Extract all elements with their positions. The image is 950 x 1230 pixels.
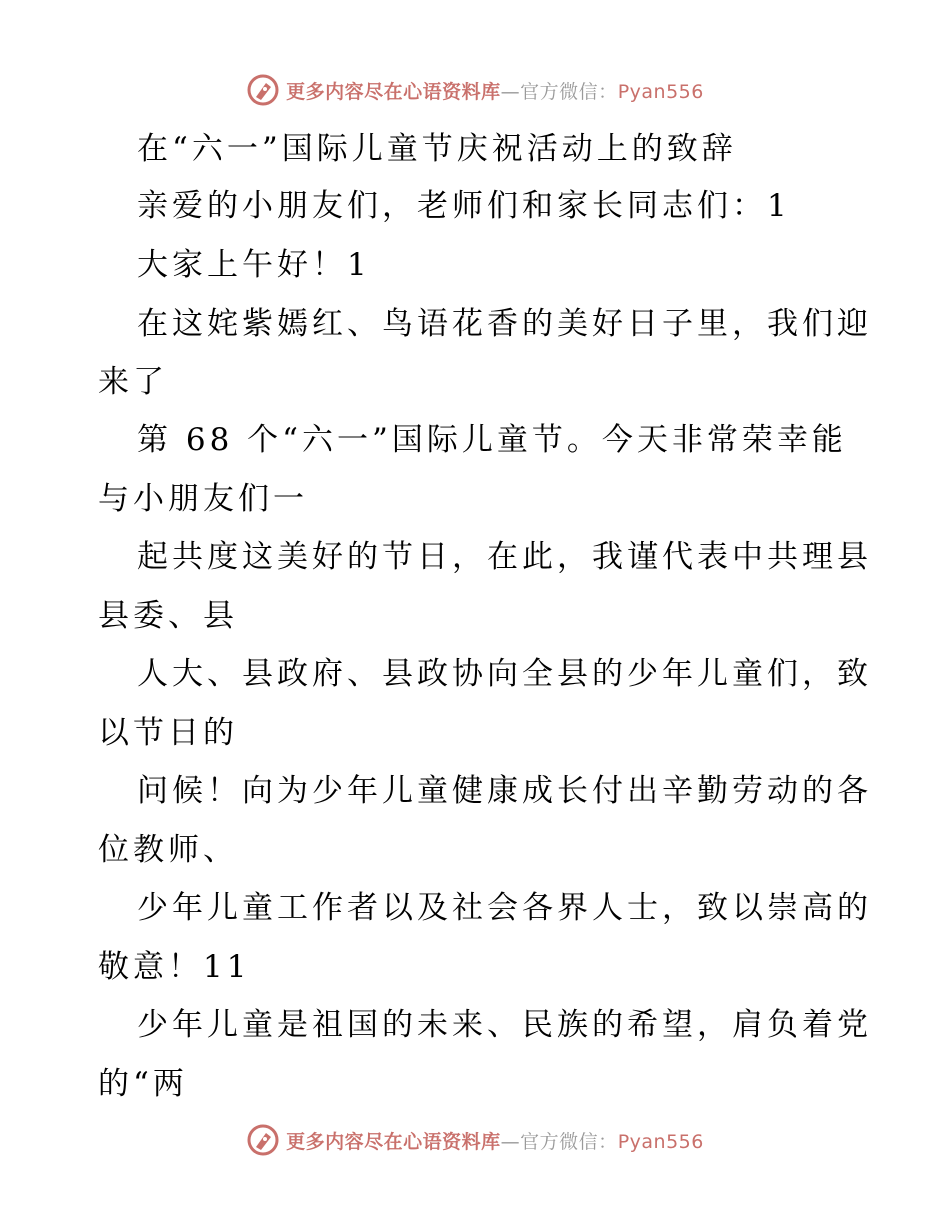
greeting: 大家上午好！1 [137, 247, 371, 283]
watermark-side-text: 官方微信： [520, 80, 618, 103]
document-title: 在“六一”国际儿童节庆祝活动上的致辞 [137, 131, 737, 167]
header-watermark [0, 70, 950, 110]
paragraph-line: 敬意！11 [98, 949, 251, 985]
paragraph-line: 少年儿童工作者以及社会各界人士，致以崇高的 [137, 890, 872, 926]
paragraph-line: 与小朋友们一 [98, 481, 308, 517]
paragraph-line: 在这姹紫嫣红、鸟语花香的美好日子里，我们迎 [137, 306, 872, 342]
watermark-id: Pyan556 [617, 80, 704, 103]
footer-watermark [0, 1120, 950, 1160]
paragraph-line: 问候！向为少年儿童健康成长付出辛勤劳动的各 [137, 773, 872, 809]
watermark-id: Pyan556 [617, 1130, 704, 1153]
paragraph-line: 的“两 [98, 1066, 188, 1102]
salutation: 亲爱的小朋友们，老师们和家长同志们：1 [137, 188, 791, 224]
pen-nib-circle-icon [246, 1123, 280, 1157]
paragraph-line: 位教师、 [98, 832, 238, 868]
paragraph-line: 以节日的 [98, 715, 238, 751]
paragraph-line: 人大、县政府、县政协向全县的少年儿童们，致 [137, 656, 872, 692]
paragraph-line: 第 68 个“六一”国际儿童节。今天非常荣幸能 [137, 422, 847, 458]
pen-nib-circle-icon [246, 73, 280, 107]
watermark-main-text: 更多内容尽在心语资料库 [286, 1130, 501, 1153]
paragraph-line: 少年儿童是祖国的未来、民族的希望，肩负着党 [137, 1007, 872, 1043]
watermark-dash: — [500, 1130, 521, 1153]
paragraph-line: 起共度这美好的节日，在此，我谨代表中共理县 [137, 539, 872, 575]
paragraph-line: 县委、县 [98, 598, 238, 634]
watermark-main-text: 更多内容尽在心语资料库 [286, 80, 501, 103]
paragraph-line: 来了 [98, 364, 168, 400]
watermark-side-text: 官方微信： [520, 1130, 618, 1153]
watermark-dash: — [500, 80, 521, 103]
